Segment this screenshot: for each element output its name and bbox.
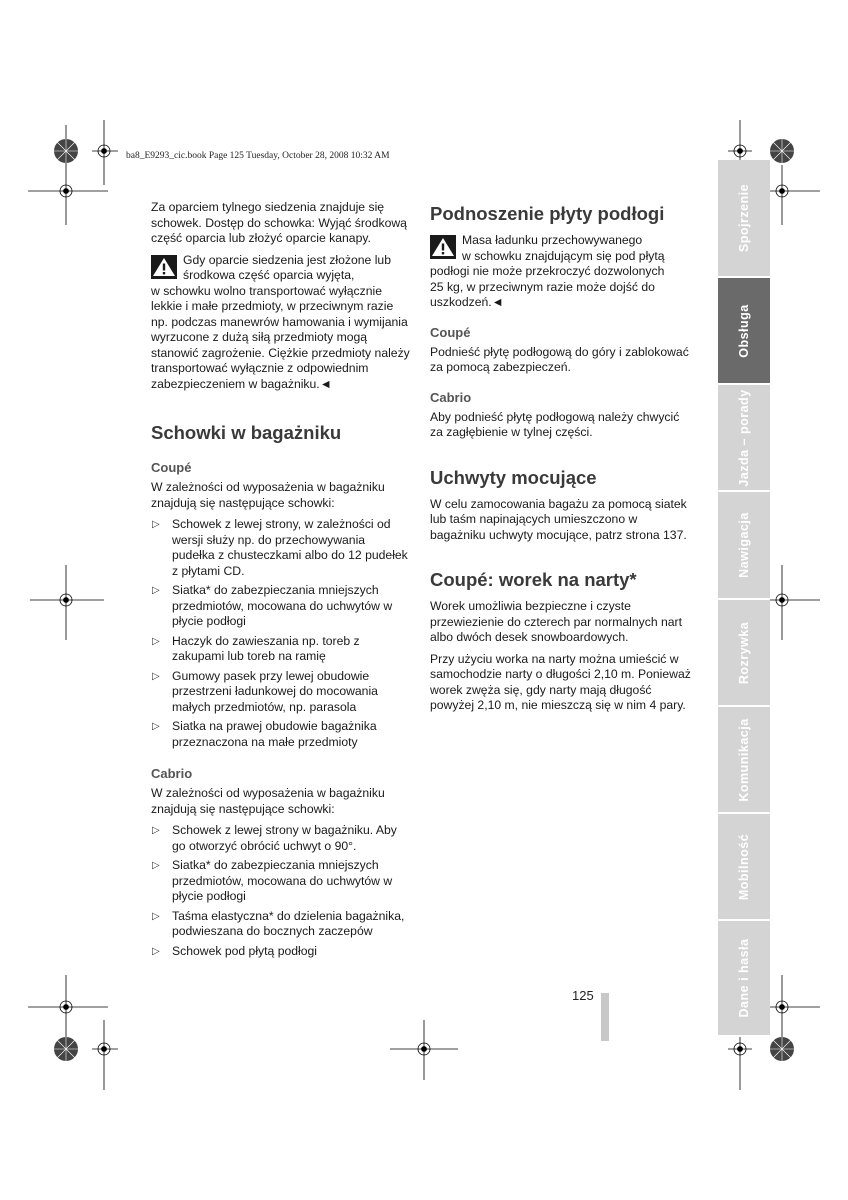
list-item: ▷ Schowek z lewej strony w bagażniku. Aby go otworzyć obrócić uchwyt o 90°. — [152, 823, 397, 853]
section-heading-mounts: Uchwyty mocujące — [430, 466, 597, 488]
bullet-triangle-icon: ▷ — [152, 585, 160, 596]
coupe-intro: W zależności od wyposażenia w bagażniku znajdują się następujące schowki: — [151, 480, 385, 510]
subheading-cabrio: Cabrio — [430, 389, 472, 405]
warning-line: stanowić zagrożenie. Ciężkie przedmioty należy — [151, 345, 410, 360]
warning-line: w schowku znajdującym się pod płytą — [462, 248, 665, 263]
bullet-triangle-icon: ▷ — [152, 721, 160, 732]
warning-line: lekkie i małe przedmioty, w przeciwnym razie — [151, 299, 394, 313]
bullet-triangle-icon: ▷ — [152, 825, 160, 836]
warning-line: Masa ładunku przechowywanego — [462, 233, 643, 247]
subheading-cabrio: Cabrio — [151, 766, 193, 781]
warning-icon — [430, 235, 456, 259]
cabrio-list — [151, 823, 411, 959]
subheading-coupe: Coupé — [430, 324, 471, 340]
warning-line: wyrzucone z dużą siłą przedmioty mogą — [151, 330, 368, 344]
list-item: ▷ Siatka na prawej obudowie bagażnika przeznaczona na małe przedmioty — [152, 719, 377, 749]
section-heading-trunk-storage: Schowki w bagażniku — [151, 422, 342, 443]
section-heading-floor-panel: Podnoszenie płyty podłogi — [430, 203, 665, 224]
right-column — [430, 203, 692, 720]
list-item: ▷ Schowek pod płytą podłogi — [152, 943, 317, 958]
cabrio-floor-text: Aby podnieść płytę podłogową należy chwycić za zagłębienie w tylnej części. — [430, 409, 680, 439]
list-item: ▷ Taśma elastyczna* do dzielenia bagażnika, podwieszana do bocznych zaczepów — [152, 908, 405, 938]
warning-block — [151, 253, 411, 393]
ski-bag-text-2: Przy użyciu worka na narty można umieścić w samochodzie narty o długości 2,10 m. Ponieważ worek zwęża się, gdy narty mają długość powyżej 2,10 m, nie mieszczą się w nim 4 pary. — [430, 651, 691, 712]
tab-spojrzenie[interactable]: Spojrzenie — [718, 160, 770, 278]
bullet-triangle-icon: ▷ — [152, 945, 160, 957]
tab-rozrywka[interactable]: Rozrywka — [718, 600, 770, 707]
warning-line: zabezpieczeniem w bagażniku.◄ — [151, 376, 332, 391]
mounts-text: W celu zamocowania bagażu za pomocą siatek lub taśm napinających umieszczono w bagażniku uchwyty mocujące, patrz strona 137. — [430, 496, 687, 542]
list-item: ▷ Siatka* do zabezpieczania mniejszych przedmiotów, mocowana do uchwytów w płycie podłogi — [152, 583, 393, 628]
bullet-triangle-icon: ▷ — [152, 670, 160, 682]
print-header: ba8_E9293_cic.book Page 125 Tuesday, October 28, 2008 10:32 AM — [126, 151, 390, 161]
list-item: ▷ Siatka* do zabezpieczania mniejszych przedmiotów, mocowana do uchwytów w płycie podłogi — [152, 858, 393, 903]
chapter-tabs — [718, 160, 770, 1037]
warning-block — [430, 233, 692, 311]
tab-nawigacja[interactable]: Nawigacja — [718, 492, 770, 600]
warning-icon — [151, 255, 177, 279]
bullet-triangle-icon: ▷ — [152, 635, 160, 647]
list-item: ▷ Schowek z lewej strony, w zależności od wersji służy np. do przechowywania pudełka z chusteczkami albo do 12 pudełek z płytami CD. — [152, 517, 408, 578]
cabrio-intro: W zależności od wyposażenia w bagażniku znajdują się następujące schowki: — [151, 786, 385, 816]
list-item: ▷ Haczyk do zawieszania np. toreb z zakupami lub toreb na ramię — [152, 633, 360, 663]
page-number-bar — [601, 993, 609, 1041]
intro-paragraph: Za oparciem tylnego siedzenia znajduje się schowek. Dostęp do schowka: Wyjąć środkową część oparcia lub złożyć oparcie kanapy. — [151, 200, 407, 245]
warning-line: Gdy oparcie siedzenia jest złożone lub — [183, 252, 391, 267]
warning-line: 25 kg, w przeciwnym razie może dojść do — [430, 279, 655, 294]
section-heading-ski-bag: Coupé: worek na narty* — [430, 569, 637, 590]
warning-line: podłogi nie może przekroczyć dozwolonych — [430, 264, 665, 278]
tab-mobilnosc[interactable]: Mobilność — [718, 814, 770, 921]
warning-line: np. podczas manewrów hamowania i wymijania — [151, 314, 408, 329]
bullet-triangle-icon: ▷ — [152, 519, 160, 530]
left-column — [151, 200, 411, 963]
tab-obsluga[interactable]: Obsługa — [718, 278, 770, 385]
tab-komunikacja[interactable]: Komunikacja — [718, 707, 770, 814]
coupe-floor-text: Podnieść płytę podłogową do góry i zablokować za pomocą zabezpieczeń. — [430, 344, 689, 374]
warning-line: w schowku wolno transportować wyłącznie — [151, 283, 382, 298]
list-item: ▷ Gumowy pasek przy lewej obudowie przestrzeni ładunkowej do mocowania małych przedmiotów, np. parasola — [152, 668, 378, 714]
warning-line: uszkodzeń.◄ — [430, 295, 504, 309]
coupe-list — [151, 517, 411, 750]
warning-line: transportować wyłącznie z odpowiednim — [151, 361, 369, 375]
bullet-triangle-icon: ▷ — [152, 910, 160, 922]
tab-dane-i-hasla[interactable]: Dane i hasła — [718, 921, 770, 1037]
ski-bag-text-1: Worek umożliwia bezpieczne i czyste przewiezienie do czterech par normalnych nart albo dwóch desek snowboardowych. — [430, 599, 682, 644]
warning-line: środkowa część oparcia wyjęta, — [183, 268, 355, 282]
bullet-triangle-icon: ▷ — [152, 860, 160, 871]
subheading-coupe: Coupé — [151, 460, 192, 475]
tab-jazda-porady[interactable]: Jazda – porady — [718, 385, 770, 492]
page-number: 125 — [572, 988, 594, 1003]
